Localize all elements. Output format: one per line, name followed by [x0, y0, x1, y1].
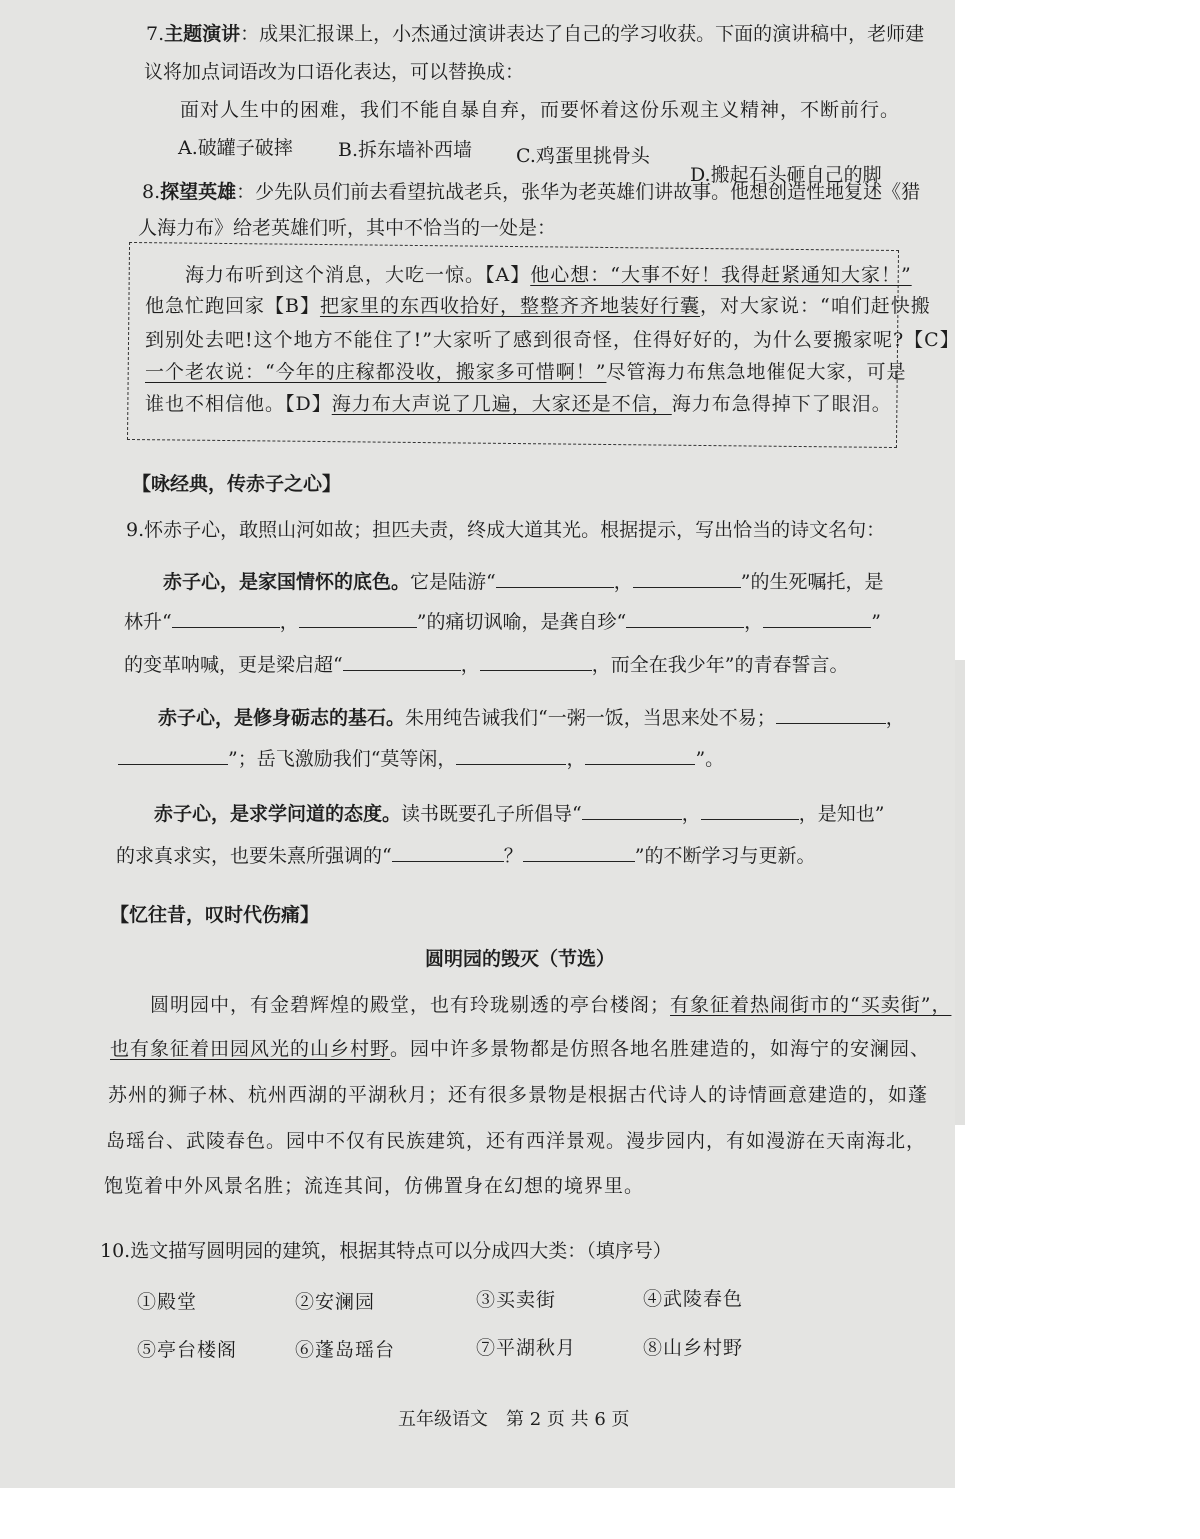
story-segment-a: 他心想：“大事不好！我得赶紧通知大家！” [530, 264, 912, 286]
q7-label: 主题演讲 [164, 23, 241, 45]
q9-p1-line3 [124, 652, 848, 677]
answer-blank[interactable] [763, 609, 871, 628]
q9-p1-lead: 赤子心，是家国情怀的底色。 [163, 571, 411, 593]
answer-blank[interactable] [701, 801, 799, 820]
text: ，而全在我少年”的青春誓言。 [591, 654, 849, 676]
story-segment-c: 一个老农说：“今年的庄稼都没收，搬家多可惜啊！” [145, 361, 607, 383]
answer-blank[interactable] [480, 652, 592, 671]
q10-item-8: ⑧山乡村野 [643, 1337, 744, 1359]
q7-quote: 面对人生中的困难，我们不能自暴自弃，而要怀着这份乐观主义精神，不断前行。 [180, 99, 901, 121]
answer-blank[interactable] [776, 705, 886, 724]
q8-number: 8. [142, 181, 161, 203]
story-line-3: 到别处去吧!这个地方不能住了!”大家听了感到很奇怪，住得好好的，为什么要搬家呢?【C】 [145, 329, 960, 351]
text: 圆明园中，有金碧辉煌的殿堂，也有玲珑剔透的亭台楼阁； [150, 994, 671, 1016]
passage-line-3: 苏州的狮子林、杭州西湖的平湖秋月；还有很多景物是根据古代诗人的诗情画意建造的，如蓬 [108, 1084, 929, 1106]
q7-option-d: D.搬起石头砸自己的脚 [690, 164, 882, 186]
text: ”。 [695, 748, 725, 770]
story-text: 他急忙跑回家【B】 [145, 295, 320, 317]
answer-blank[interactable] [626, 609, 744, 628]
q8-text: ：少先队员们前去看望抗战老兵，张华为老英雄们讲故事。他想创造性地复述《猎 [236, 181, 921, 203]
story-text: ，对大家说：“咱们赶快搬 [699, 295, 931, 317]
text: ”的生死嘱托，是 [740, 571, 884, 593]
answer-blank[interactable] [343, 652, 461, 671]
text: ”的痛切讽喻，是龚自珍“ [416, 611, 627, 633]
text: ， [613, 571, 633, 593]
q10-item-4: ④武陵春色 [643, 1288, 744, 1310]
q9-p3-lead: 赤子心，是求学问道的态度。 [154, 803, 402, 825]
story-text: 尽管海力布焦急地催促大家，可是 [606, 361, 907, 383]
text: ”的不断学习与更新。 [634, 845, 816, 867]
q7-number: 7. [146, 23, 165, 45]
section-heading-1: 【咏经典，传赤子之心】 [132, 473, 342, 495]
answer-blank[interactable] [299, 609, 417, 628]
q10-item-1: ①殿堂 [137, 1291, 198, 1313]
q10-item-7: ⑦平湖秋月 [476, 1337, 577, 1359]
q9-p2-line1 [158, 705, 905, 730]
text: ，是知也” [798, 803, 885, 825]
passage-line-1 [150, 993, 951, 1017]
story-line-1 [185, 263, 912, 287]
paper-edge-strip [955, 660, 965, 1125]
text: ， [460, 654, 480, 676]
q10-item-2: ②安澜园 [295, 1291, 376, 1313]
q9-p2-line2 [118, 746, 724, 771]
q8-line2: 人海力布》给老英雄们听，其中不恰当的一处是： [138, 217, 557, 239]
text: ， [885, 707, 905, 729]
q10-stem: 10.选文描写圆明园的建筑，根据其特点可以分成四大类：（填序号） [100, 1240, 672, 1262]
text: ？ [503, 845, 523, 867]
q9-intro: 9.怀赤子心，敢照山河如故；担匹夫责，终成大道其光。根据提示，写出恰当的诗文名句： [126, 519, 886, 541]
passage-line-2 [110, 1037, 930, 1061]
story-line-4 [145, 360, 906, 384]
text: 的变革呐喊，更是梁启超“ [124, 654, 343, 676]
page-footer: 五年级语文 第 2 页 共 6 页 [398, 1409, 630, 1430]
answer-blank[interactable] [523, 843, 635, 862]
q9-p1-line2 [124, 609, 881, 634]
text: ” [871, 611, 881, 633]
q7-text: ：成果汇报课上，小杰通过演讲表达了自己的学习收获。下面的演讲稿中，老师建 [240, 23, 925, 45]
answer-blank[interactable] [392, 843, 504, 862]
q7-option-b: B.拆东墙补西墙 [338, 139, 473, 161]
text: 。园中许多景物都是仿照各地名胜建造的，如海宁的安澜园、 [390, 1038, 931, 1060]
q7-option-a: A.破罐子破摔 [178, 137, 293, 159]
answer-blank[interactable] [585, 746, 695, 765]
text: 的求真求实，也要朱熹所强调的“ [116, 845, 392, 867]
text: ， [744, 611, 764, 633]
q8-label: 探望英雄 [160, 181, 237, 203]
q9-p3-line2 [116, 843, 815, 868]
text: ， [279, 611, 299, 633]
answer-blank[interactable] [496, 569, 614, 588]
q9-p1-line1 [163, 569, 883, 594]
q10-item-5: ⑤亭台楼阁 [137, 1339, 238, 1361]
passage-line-4: 岛瑶台、武陵春色。园中不仅有民族建筑，还有西洋景观。漫步园内，有如漫游在天南海北， [106, 1130, 927, 1152]
text: 朱用纯告诫我们“一粥一饭，当思来处不易； [405, 707, 776, 729]
passage-underlined: 也有象征着田园风光的山乡村野 [110, 1038, 391, 1060]
story-line-5 [145, 392, 892, 416]
q9-p3-line1 [154, 801, 884, 826]
text: 它是陆游“ [410, 571, 496, 593]
story-text: 海力布急得掉下了眼泪。 [671, 393, 892, 415]
passage-title: 圆明园的毁灭（节选） [425, 948, 616, 970]
answer-blank[interactable] [118, 746, 228, 765]
section-heading-2: 【忆往昔，叹时代伤痛】 [110, 904, 320, 926]
passage-line-5: 饱览着中外风景名胜；流连其间，仿佛置身在幻想的境界里。 [104, 1175, 645, 1197]
story-segment-b: 把家里的东西收拾好，整整齐齐地装好行囊 [319, 295, 700, 317]
story-text: 海力布听到这个消息，大吃一惊。【A】 [185, 264, 531, 286]
story-segment-d: 海力布大声说了几遍，大家还是不信， [331, 393, 672, 415]
text: ， [681, 803, 701, 825]
story-text: 谁也不相信他。【D】 [145, 393, 332, 415]
q7-line2: 议将加点词语改为口语化表达，可以替换成： [144, 61, 525, 83]
q10-item-3: ③买卖街 [476, 1289, 557, 1311]
q9-p2-lead: 赤子心，是修身砺志的基石。 [158, 707, 406, 729]
text: 读书既要孔子所倡导“ [401, 803, 582, 825]
q10-item-6: ⑥蓬岛瑶台 [295, 1339, 396, 1361]
passage-underlined: 有象征着热闹街市的“买卖街”， [670, 994, 952, 1016]
text: 林升“ [124, 611, 172, 633]
text: ， [566, 748, 586, 770]
q7-line1 [146, 22, 924, 46]
answer-blank[interactable] [172, 609, 280, 628]
text: ”；岳飞激励我们“莫等闲， [228, 748, 457, 770]
q7-option-c: C.鸡蛋里挑骨头 [516, 145, 650, 167]
answer-blank[interactable] [582, 801, 682, 820]
story-line-2 [145, 294, 931, 318]
q8-line1 [142, 180, 920, 204]
answer-blank[interactable] [633, 569, 741, 588]
answer-blank[interactable] [456, 746, 566, 765]
